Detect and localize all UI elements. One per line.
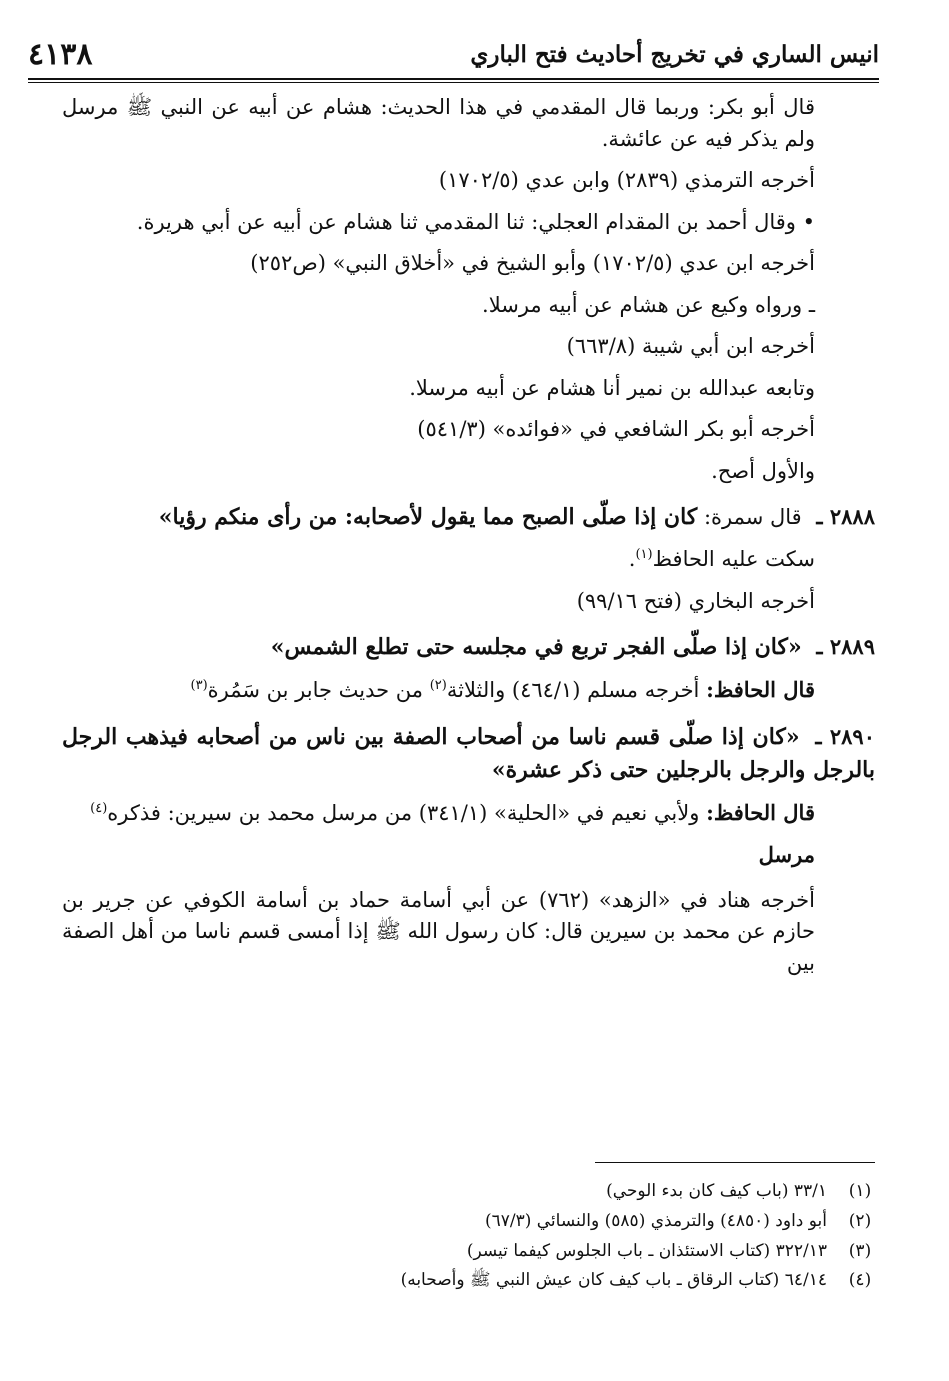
hadith-text: كان إذا صلّى الصبح مما يقول لأصحابه: من رأى منكم رؤيا» — [158, 504, 698, 530]
hadith-narrator: قال سمرة: — [703, 505, 802, 529]
hadith-number: ٢٨٩٠ ـ — [815, 723, 875, 749]
footnote-1 — [67, 1177, 875, 1207]
hadith-2890 — [62, 721, 875, 787]
footnote-ref: (٣) — [190, 678, 208, 693]
paragraph-9: والأول أصح. — [711, 458, 815, 483]
hadith-text: «كان إذا صلّى قسم ناسا من أصحاب الصفة بين ناس من أصحابه فيذهب الرجل بالرجل والرجل بالرجلين حتى ذكر عشرة» — [62, 723, 875, 783]
paragraph-6: أخرجه ابن أبي شيبة (٦٦٣/٨) — [566, 334, 815, 358]
footnote-marker: (٤) — [848, 1270, 872, 1291]
hadith-number: ٢٨٨٩ ـ — [816, 634, 875, 659]
running-title: انيس الساري في تخريج أحاديث فتح الباري — [470, 40, 879, 68]
page-body — [62, 92, 875, 989]
page-header — [28, 34, 879, 74]
paragraph-2: أخرجه الترمذي (٢٨٣٩) وابن عدي (١٧٠٢/٥) — [438, 168, 815, 192]
footnotes — [67, 1162, 875, 1296]
footnote-3 — [67, 1237, 875, 1267]
hadith-2890-comment — [62, 797, 875, 830]
mursal-label: مرسل — [758, 842, 815, 867]
hadith-2889 — [62, 631, 875, 664]
footnote-ref: (٤) — [90, 800, 108, 816]
hafiz-label: قال الحافظ: — [706, 677, 815, 702]
footnote-text: أبو داود (٤٨٥٠) والترمذي (٥٨٥) والنسائي (٦٧/٣) — [484, 1210, 827, 1231]
comment-text: أخرجه مسلم (٤٦٤/١) والثلاثة — [446, 678, 700, 702]
hadith-number: ٢٨٨٨ ـ — [816, 504, 875, 529]
footnote-ref: (٢) — [429, 678, 447, 693]
footnote-marker: (١) — [848, 1181, 872, 1201]
paragraph-5: ـ ورواه وكيع عن هشام عن أبيه مرسلا. — [482, 292, 815, 317]
paragraph-7: وتابعه عبدالله بن نمير أنا هشام عن أبيه مرسلا. — [409, 375, 815, 400]
paragraph-1: قال أبو بكر: وربما قال المقدمي في هذا الحديث: هشام عن أبيه عن النبي ﷺ مرسل ولم يذكر فيه عن عائشة. — [62, 95, 815, 151]
footnote-text: ٦٤/١٤ (كتاب الرقاق ـ باب كيف كان عيش النبي ﷺ وأصحابه) — [400, 1270, 827, 1291]
hadith-2889-comment — [62, 674, 875, 707]
paragraph-3: • وقال أحمد بن المقدام العجلي: ثنا المقدمي ثنا هشام عن أبيه عن أبي هريرة. — [136, 209, 815, 234]
comment-text: ولأبي نعيم في «الحلية» (٣٤١/١) من مرسل محمد بن سيرين: فذكره — [107, 800, 700, 825]
paragraph-8: أخرجه أبو بكر الشافعي في «فوائده» (٥٤١/٣) — [417, 417, 815, 441]
footnote-ref: (١) — [635, 547, 653, 562]
note-text: سكت عليه الحافظ — [652, 547, 815, 571]
footnote-text: ٣٣/١ (باب كيف كان بدء الوحي) — [606, 1181, 827, 1201]
footnote-marker: (٣) — [848, 1240, 872, 1261]
footnote-2 — [67, 1207, 875, 1237]
hadith-2888 — [62, 501, 875, 534]
footnote-4 — [67, 1266, 875, 1296]
footnote-text: ٣٢٢/١٣ (كتاب الاستئذان ـ باب الجلوس كيفما تيسر) — [466, 1240, 827, 1261]
comment-text-2: من حديث جابر بن سَمُرة — [207, 678, 424, 702]
footnote-rule — [595, 1162, 875, 1163]
paragraph-4: أخرجه ابن عدي (١٧٠٢/٥) وأبو الشيخ في «أخلاق النبي» (ص٢٥٢) — [250, 251, 815, 275]
page-number: ٤١٣٨ — [28, 36, 93, 72]
hadith-2888-takhrij: أخرجه البخاري (فتح ٩٩/١٦) — [576, 588, 815, 613]
header-rule — [28, 78, 879, 83]
hafiz-label: قال الحافظ: — [706, 799, 815, 825]
footnote-marker: (٢) — [848, 1210, 872, 1231]
hadith-text: «كان إذا صلّى الفجر تربع في مجلسه حتى تطلع الشمس» — [270, 634, 802, 660]
hadith-2888-note: سكت عليه الحافظ$^{(١)}$. — [628, 547, 815, 571]
final-paragraph: أخرجه هناد في «الزهد» (٧٦٢) عن أبي أسامة حماد بن أسامة الكوفي عن جرير بن حازم عن محمد بن سيرين قال: كان رسول الله ﷺ إذا أمسى قسم ناسا من أهل الصفة بين — [62, 887, 815, 975]
